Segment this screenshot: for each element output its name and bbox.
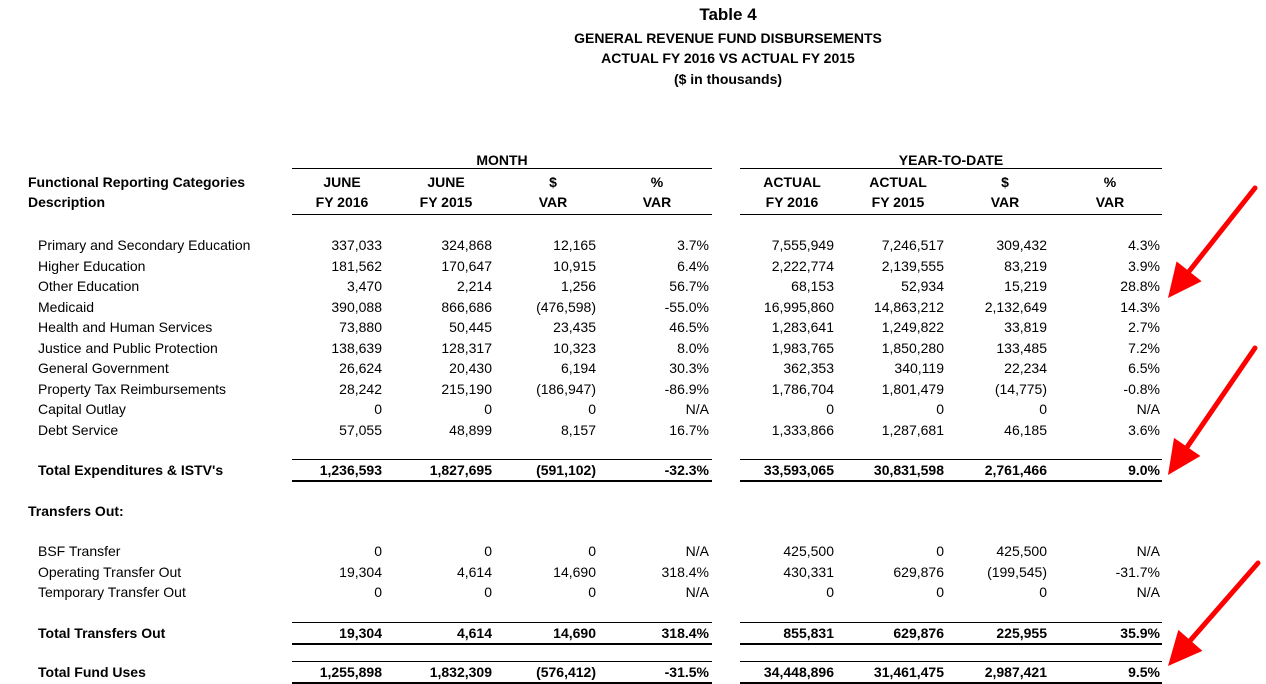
- table-cell: 7,246,517: [881, 237, 944, 253]
- table-cell: 16,995,860: [763, 298, 834, 315]
- table-cell: 26,624: [339, 360, 382, 376]
- table-cell: 20,430: [449, 360, 492, 376]
- row-label: Debt Service: [38, 421, 119, 438]
- table-cell: 0: [588, 401, 596, 417]
- table-cell: 14,690: [553, 563, 596, 580]
- total-expenditures-cell: 1,827,695: [429, 462, 492, 478]
- total-transfers-cell: 35.9%: [1120, 625, 1160, 641]
- table-cell: 46,185: [1004, 421, 1047, 438]
- total-expenditures-label: Total Expenditures & ISTV's: [38, 462, 224, 478]
- table-cell: 10,915: [553, 257, 596, 274]
- table-cell: (186,947): [536, 380, 596, 397]
- table-cell: 0: [484, 401, 492, 417]
- table-cell: 0: [374, 401, 382, 417]
- table-cell: 14.3%: [1120, 298, 1160, 315]
- total-expenditures-cell: 2,761,466: [984, 462, 1047, 478]
- table-cell: N/A: [1136, 584, 1160, 600]
- total-fund-uses-cell: 31,461,475: [873, 664, 944, 680]
- table-cell: 0: [588, 584, 596, 600]
- row-label: General Government: [38, 360, 169, 376]
- row-label: Medicaid: [38, 298, 95, 315]
- column-header-8-line1: %: [1103, 174, 1117, 190]
- total-transfers-label: Total Transfers Out: [38, 625, 166, 641]
- table-cell: 215,190: [441, 380, 492, 397]
- table-cell: 0: [484, 543, 492, 559]
- table-cell: 68,153: [791, 278, 834, 294]
- row-label: Justice and Public Protection: [38, 339, 218, 356]
- red-arrow-1: [1168, 188, 1255, 298]
- table-cell: 390,088: [331, 298, 382, 315]
- table-cell: 52,934: [901, 278, 944, 294]
- total-fund-uses-cell: 1,832,309: [429, 664, 492, 680]
- table-cell: 30.3%: [669, 360, 709, 376]
- table-cell: 83,219: [1004, 257, 1047, 274]
- row-label: Primary and Secondary Education: [38, 237, 251, 253]
- table-cell: 1,333,866: [771, 421, 834, 438]
- table-cell: 425,500: [783, 543, 834, 559]
- desc-header-1: Functional Reporting Categories: [28, 174, 246, 190]
- total-fund-uses-cell: 34,448,896: [763, 664, 834, 680]
- table-cell: 56.7%: [669, 278, 709, 294]
- column-header-5-line1: ACTUAL: [763, 174, 821, 190]
- table-cell: 0: [588, 543, 596, 559]
- table-cell: 3.9%: [1128, 257, 1160, 274]
- table-cell: 425,500: [996, 543, 1047, 559]
- report-title: GENERAL REVENUE FUND DISBURSEMENTS: [574, 30, 882, 46]
- total-transfers-cell: 4,614: [456, 625, 492, 641]
- table-cell: 1,287,681: [881, 421, 944, 438]
- table-cell: 138,639: [331, 339, 382, 356]
- row-label: BSF Transfer: [38, 543, 121, 559]
- table-cell: 0: [374, 543, 382, 559]
- column-header-8-line2: VAR: [1095, 194, 1125, 210]
- red-arrow-3: [1168, 563, 1258, 666]
- row-label: Capital Outlay: [38, 401, 126, 417]
- desc-header-2: Description: [28, 194, 106, 210]
- table-cell: N/A: [1136, 401, 1160, 417]
- table-cell: -86.9%: [664, 380, 709, 397]
- table-cell: 50,445: [449, 319, 492, 335]
- table-cell: 340,119: [894, 360, 944, 376]
- total-transfers-cell: 855,831: [783, 625, 834, 641]
- table-cell: 28,242: [339, 380, 382, 397]
- column-header-7-line1: $: [1001, 174, 1009, 190]
- table-cell: 23,435: [553, 319, 596, 335]
- table-cell: 6.5%: [1128, 360, 1160, 376]
- table-cell: 4.3%: [1128, 237, 1160, 253]
- table-cell: 324,868: [441, 237, 492, 253]
- ytd-group-header: YEAR-TO-DATE: [898, 152, 1004, 168]
- transfers-heading: Transfers Out:: [28, 503, 124, 519]
- table-cell: 2,139,555: [881, 257, 944, 274]
- total-fund-uses-cell: (576,412): [536, 664, 596, 680]
- table-cell: 318.4%: [661, 563, 709, 580]
- table-cell: 0: [826, 584, 834, 600]
- column-header-2-line2: FY 2015: [419, 194, 473, 210]
- table-cell: 6.4%: [677, 257, 709, 274]
- total-transfers-cell: 225,955: [996, 625, 1047, 641]
- table-cell: 1,983,765: [771, 339, 834, 356]
- table-cell: 0: [826, 401, 834, 417]
- red-arrow-2: [1168, 348, 1255, 475]
- row-label: Other Education: [38, 278, 140, 294]
- table-cell: 1,786,704: [771, 380, 834, 397]
- column-header-4-line1: %: [650, 174, 664, 190]
- table-cell: 2,132,649: [984, 298, 1047, 315]
- row-label: Property Tax Reimbursements: [38, 380, 227, 397]
- total-fund-uses-cell: 1,255,898: [319, 664, 382, 680]
- total-fund-uses-cell: -31.5%: [664, 664, 709, 680]
- table-cell: 7,555,949: [771, 237, 834, 253]
- table-cell: 0: [374, 584, 382, 600]
- total-fund-uses-cell: 9.5%: [1128, 664, 1160, 680]
- table-cell: 0: [936, 543, 944, 559]
- table-cell: 22,234: [1004, 360, 1047, 376]
- table-cell: 19,304: [339, 563, 382, 580]
- table-cell: 15,219: [1004, 278, 1047, 294]
- table-cell: 2.7%: [1128, 319, 1160, 335]
- month-group-header: MONTH: [476, 152, 528, 168]
- table-number: Table 4: [699, 5, 757, 24]
- table-cell: N/A: [685, 584, 709, 600]
- total-expenditures-cell: 30,831,598: [873, 462, 944, 478]
- table-cell: 0: [936, 584, 944, 600]
- total-expenditures-cell: 33,593,065: [763, 462, 834, 478]
- column-header-4-line2: VAR: [642, 194, 672, 210]
- table-cell: 7.2%: [1128, 339, 1160, 356]
- column-header-6-line2: FY 2015: [871, 194, 925, 210]
- table-cell: N/A: [685, 543, 709, 559]
- report-subtitle: ACTUAL FY 2016 VS ACTUAL FY 2015: [601, 50, 855, 66]
- column-header-3-line1: $: [549, 174, 557, 190]
- table-cell: 181,562: [331, 257, 382, 274]
- table-cell: 0: [1039, 584, 1047, 600]
- table-cell: -55.0%: [664, 298, 709, 315]
- table-cell: 1,850,280: [881, 339, 944, 356]
- table-cell: 6,194: [560, 360, 596, 376]
- table-cell: 1,249,822: [881, 319, 944, 335]
- table-cell: 28.8%: [1120, 278, 1160, 294]
- total-transfers-cell: 19,304: [339, 625, 382, 641]
- table-cell: 10,323: [553, 339, 596, 356]
- table-cell: 8.0%: [677, 339, 709, 356]
- row-label: Operating Transfer Out: [38, 563, 182, 580]
- total-transfers-cell: 14,690: [553, 625, 596, 641]
- table-cell: 128,317: [441, 339, 492, 356]
- row-label: Health and Human Services: [38, 319, 213, 335]
- total-expenditures-cell: 1,236,593: [319, 462, 382, 478]
- table-cell: -0.8%: [1123, 380, 1160, 397]
- report-units: ($ in thousands): [673, 71, 783, 87]
- table-cell: 3.6%: [1128, 421, 1160, 438]
- table-cell: 12,165: [553, 237, 596, 253]
- column-header-6-line1: ACTUAL: [869, 174, 927, 190]
- table-cell: 170,647: [441, 257, 492, 274]
- table-cell: 309,432: [996, 237, 1047, 253]
- row-label: Temporary Transfer Out: [38, 584, 186, 600]
- table-cell: (14,775): [994, 380, 1047, 397]
- column-header-2-line1: JUNE: [427, 174, 465, 190]
- table-cell: 57,055: [339, 421, 382, 438]
- column-header-1-line1: JUNE: [323, 174, 361, 190]
- table-cell: 48,899: [449, 421, 492, 438]
- total-transfers-cell: 629,876: [893, 625, 944, 641]
- table-cell: N/A: [685, 401, 709, 417]
- table-cell: 0: [1039, 401, 1047, 417]
- table-cell: 133,485: [996, 339, 1047, 356]
- table-cell: 73,880: [339, 319, 382, 335]
- column-header-3-line2: VAR: [538, 194, 568, 210]
- table-cell: 1,256: [560, 278, 596, 294]
- table-cell: 4,614: [456, 563, 492, 580]
- row-label: Higher Education: [38, 257, 146, 274]
- table-cell: 1,283,641: [771, 319, 834, 335]
- table-cell: N/A: [1136, 543, 1160, 559]
- table-cell: 2,222,774: [771, 257, 834, 274]
- table-cell: 0: [936, 401, 944, 417]
- table-cell: (476,598): [536, 298, 596, 315]
- table-cell: 33,819: [1004, 319, 1047, 335]
- table-cell: 14,863,212: [873, 298, 944, 315]
- table-cell: -31.7%: [1115, 563, 1160, 580]
- column-header-1-line2: FY 2016: [315, 194, 369, 210]
- column-header-7-line2: VAR: [990, 194, 1020, 210]
- total-expenditures-cell: -32.3%: [664, 462, 709, 478]
- table-cell: 337,033: [331, 237, 382, 253]
- table-cell: 16.7%: [669, 421, 709, 438]
- table-cell: 46.5%: [669, 319, 709, 335]
- total-transfers-cell: 318.4%: [661, 625, 709, 641]
- table-cell: 0: [484, 584, 492, 600]
- table-cell: 866,686: [441, 298, 492, 315]
- total-fund-uses-label: Total Fund Uses: [38, 664, 146, 680]
- table-cell: 430,331: [783, 563, 834, 580]
- table-cell: 3,470: [346, 278, 382, 294]
- table-cell: 8,157: [560, 421, 596, 438]
- table-cell: 629,876: [893, 563, 944, 580]
- table-cell: (199,545): [987, 563, 1047, 580]
- total-expenditures-cell: 9.0%: [1128, 462, 1160, 478]
- table-cell: 3.7%: [677, 237, 709, 253]
- total-fund-uses-cell: 2,987,421: [984, 664, 1047, 680]
- column-header-5-line2: FY 2016: [765, 194, 819, 210]
- total-expenditures-cell: (591,102): [536, 462, 596, 478]
- table-cell: 362,353: [783, 360, 834, 376]
- table-cell: 2,214: [456, 278, 492, 294]
- table-cell: 1,801,479: [881, 380, 944, 397]
